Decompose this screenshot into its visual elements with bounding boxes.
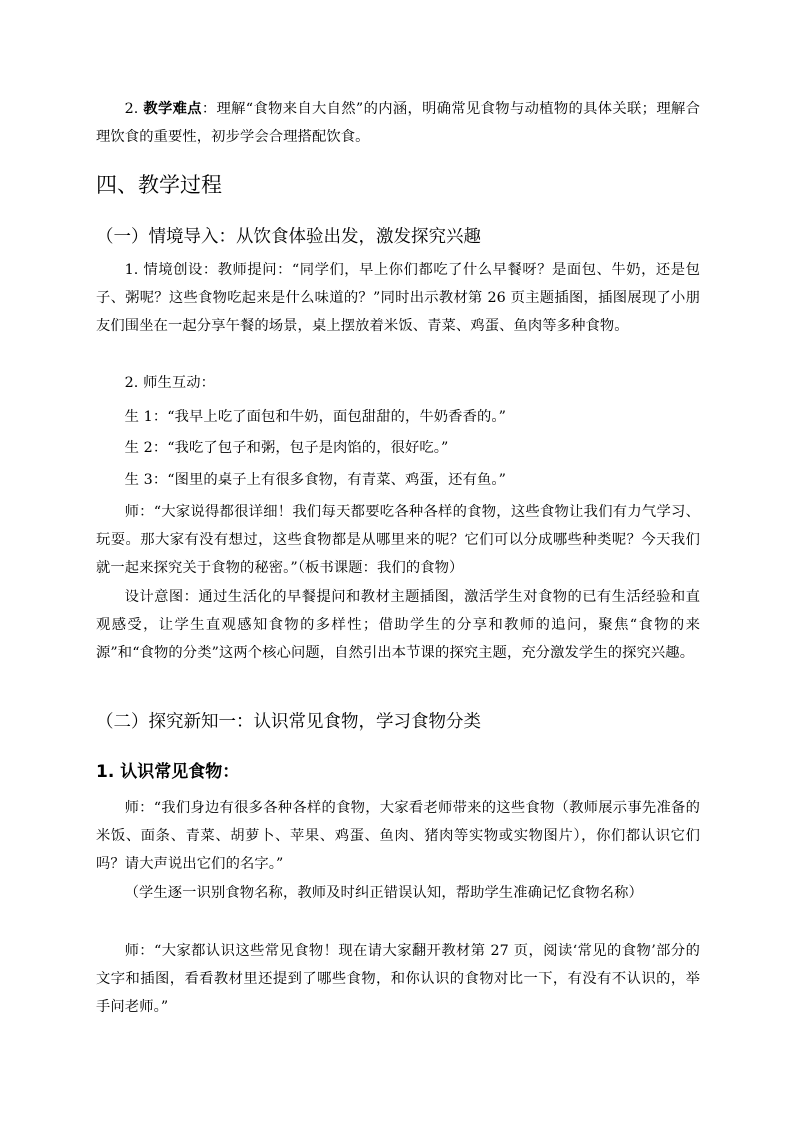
teacher-reply-1: 师：“大家说得都很详细！我们每天都要吃各种各样的食物，这些食物让我们有力气学习、玩耍。那大家有没有想过，这些食物都是从哪里来的呢？它们可以分成哪些种类呢？今天我们就一起来探究关于食物的秘密。”（板书课题：我们的食物） [96, 504, 700, 577]
difficulty-label: 教学难点 [143, 101, 202, 117]
part2-heading: （二）探究新知一：认识常见食物，学习食物分类 [96, 712, 481, 732]
part1-heading: （一）情境导入：从饮食体验出发，激发探究兴趣 [96, 227, 481, 247]
difficulty-text: 理解“食物来自大自然”的内涵，明确常见食物与动植物的具体关联；理解合理饮食的重要性，初步学会合理搭配饮食。 [96, 101, 700, 146]
subheading-recognize-foods: 1. 认识常见食物： [96, 762, 240, 782]
teacher-reply-3: 师：“大家都认识这些常见食物！现在请大家翻开教材第 27 页，阅读‘常见的食物’部分的文字和插图，看看教材里还提到了哪些食物，和你认识的食物对比一下，有没有不认识的，举手问老师。” [96, 943, 700, 1016]
interaction-label: 2. 师生互动： [124, 375, 216, 391]
teaching-difficulty-paragraph [96, 95, 700, 151]
design-intent-paragraph: 设计意图：通过生活化的早餐提问和教材主题插图，激活学生对食物的已有生活经验和直观感受，让学生直观感知食物的多样性；借助学生的分享和教师的追问，聚焦“食物的来源”和“食物的分类”这两个核心问题，自然引出本节课的探究主题，充分激发学生的探究兴趣。 [96, 589, 700, 662]
student-note-paragraph: （学生逐一识别食物名称，教师及时纠正错误认知，帮助学生准确记忆食物名称） [124, 885, 643, 901]
scenario-paragraph: 1. 情境创设：教师提问：“同学们，早上你们都吃了什么早餐呀？是面包、牛奶，还是包子、粥呢？这些食物吃起来是什么味道的？”同时出示教材第 26 页主题插图，插图展现了小朋友们围坐在一起分享午餐的场景，桌上摆放着米饭、青菜、鸡蛋、鱼肉等多种食物。 [96, 262, 700, 335]
difficulty-colon: ： [201, 101, 217, 117]
student-1-reply: 生 1：“我早上吃了面包和牛奶，面包甜甜的，牛奶香香的。” [124, 409, 507, 425]
student-2-reply: 生 2：“我吃了包子和粥，包子是肉馅的，很好吃。” [124, 440, 449, 456]
item-number: 2. [124, 101, 144, 117]
section-heading-teaching-process: 四、教学过程 [96, 173, 222, 197]
student-3-reply: 生 3：“图里的桌子上有很多食物，有青菜、鸡蛋，还有鱼。” [124, 472, 507, 488]
teacher-reply-2: 师：“我们身边有很多各种各样的食物，大家看老师带来的这些食物（教师展示事先准备的米饭、面条、青菜、胡萝卜、苹果、鸡蛋、鱼肉、猪肉等实物或实物图片），你们都认识它们吗？请大声说出它们的名字。” [96, 800, 700, 873]
